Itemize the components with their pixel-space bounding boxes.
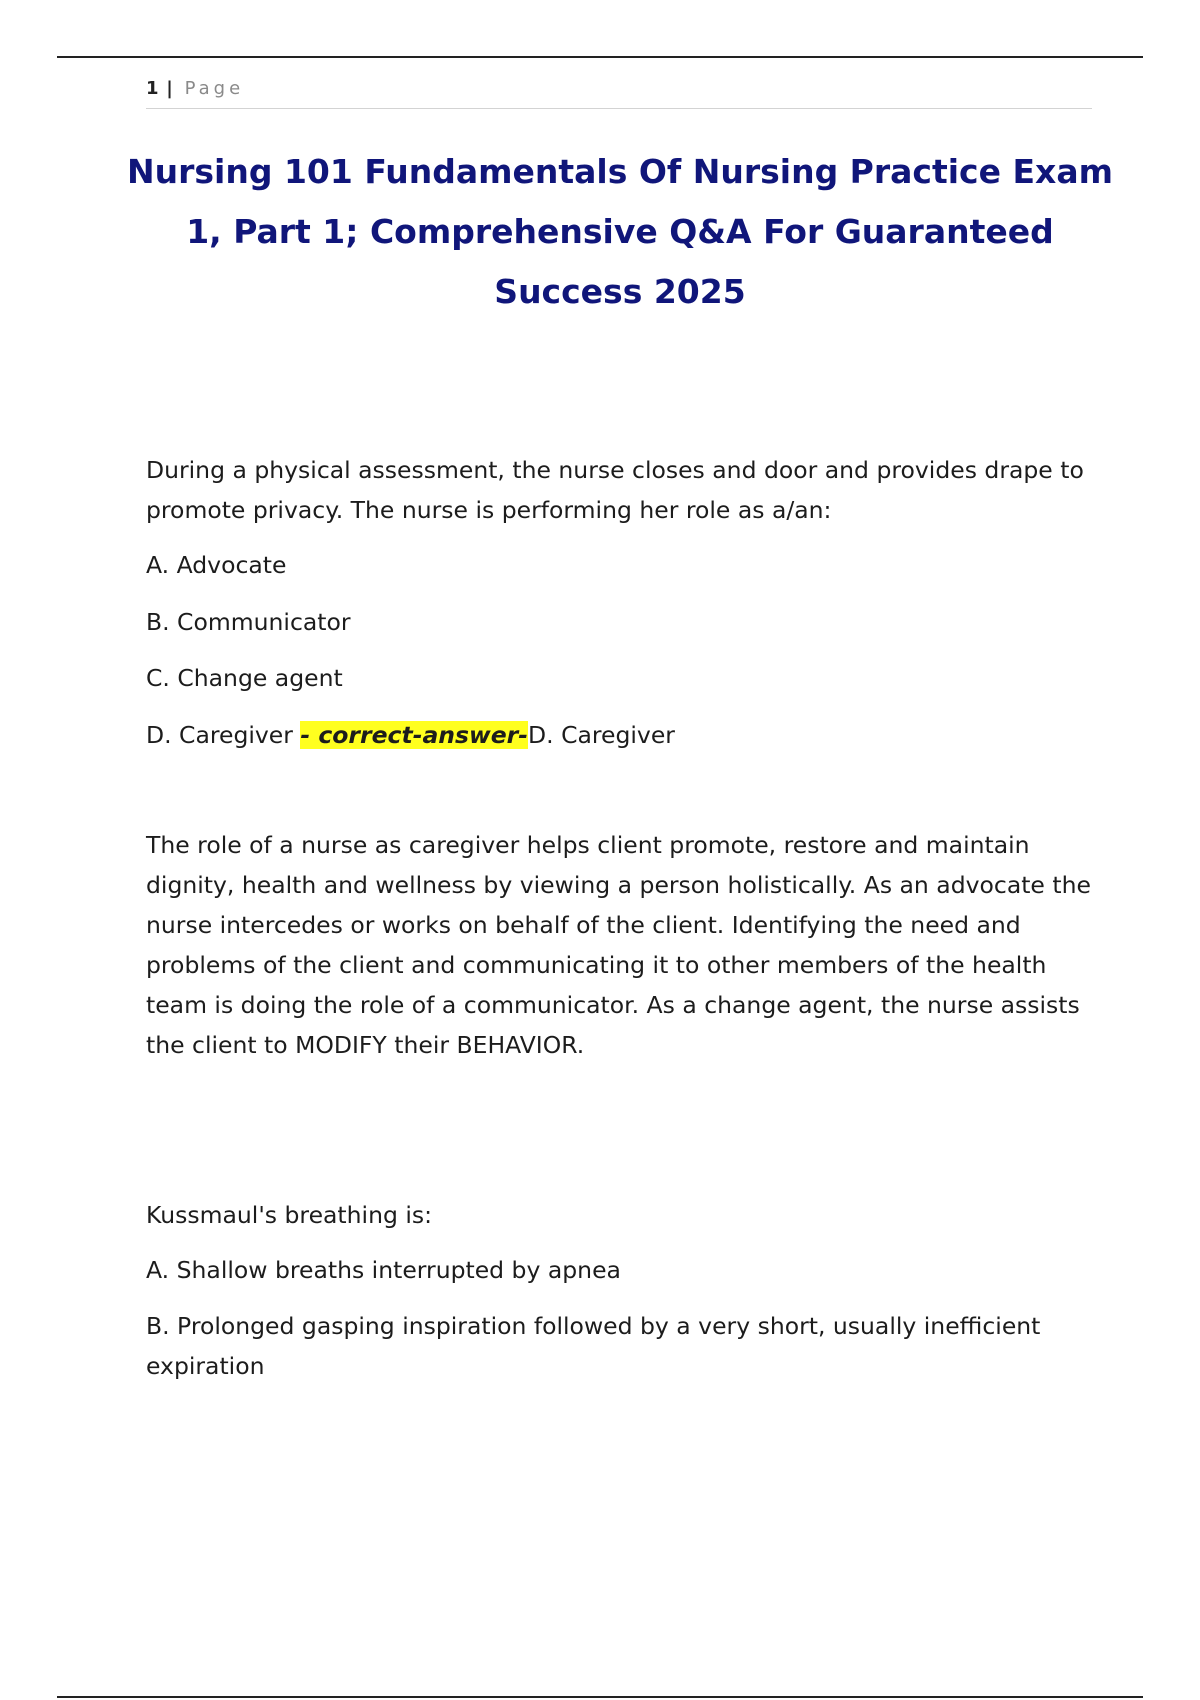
page-number: 1 <box>146 78 159 99</box>
option-text: B. Prolonged gasping inspiration followed by a very short, usually inefficient expiration <box>146 1312 1041 1380</box>
option-text: B. Communicator <box>146 608 351 636</box>
question-1-option-c <box>146 658 1106 698</box>
question-1-option-b <box>146 602 1106 642</box>
bottom-rule <box>57 1696 1143 1698</box>
option-with-answer <box>146 715 1106 755</box>
question-2-text: Kussmaul's breathing is: <box>146 1201 433 1229</box>
answer-text: D. Caregiver <box>528 721 675 749</box>
question-1-option-d <box>146 715 1106 755</box>
question-2-option-a <box>146 1250 1106 1290</box>
question-2-option-b <box>146 1306 1106 1386</box>
document-title: Nursing 101 Fundamentals Of Nursing Practice Exam 1, Part 1; Comprehensive Q&A For Guaranteed Success 2025 <box>127 152 1113 311</box>
question-1-rationale <box>146 825 1106 1065</box>
option-text: C. Change agent <box>146 664 343 692</box>
page-label: Page <box>184 78 245 99</box>
correct-answer-highlight: - correct-answer- <box>300 721 529 749</box>
page-separator: | <box>166 78 173 99</box>
question-1-stem <box>146 450 1106 530</box>
page-header <box>146 74 1092 109</box>
option-text: A. Advocate <box>146 551 287 579</box>
option-text: D. Caregiver <box>146 721 301 749</box>
rationale-text: The role of a nurse as caregiver helps client promote, restore and maintain dignity, health and wellness by viewing a person holistically. As an advocate the nurse intercedes or works on behalf of the client. Identifying the need and problems of the client and communicating it to other members of the health team is doing the role of a communicator. As a change agent, the nurse assists the client to MODIFY their BEHAVIOR. <box>146 831 1091 1059</box>
top-rule <box>57 56 1143 58</box>
question-1-option-a <box>146 545 1106 585</box>
question-2-stem <box>146 1195 1106 1235</box>
option-text: A. Shallow breaths interrupted by apnea <box>146 1256 621 1284</box>
question-1-text: During a physical assessment, the nurse closes and door and provides drape to promote privacy. The nurse is performing her role as a/an: <box>146 456 1084 524</box>
